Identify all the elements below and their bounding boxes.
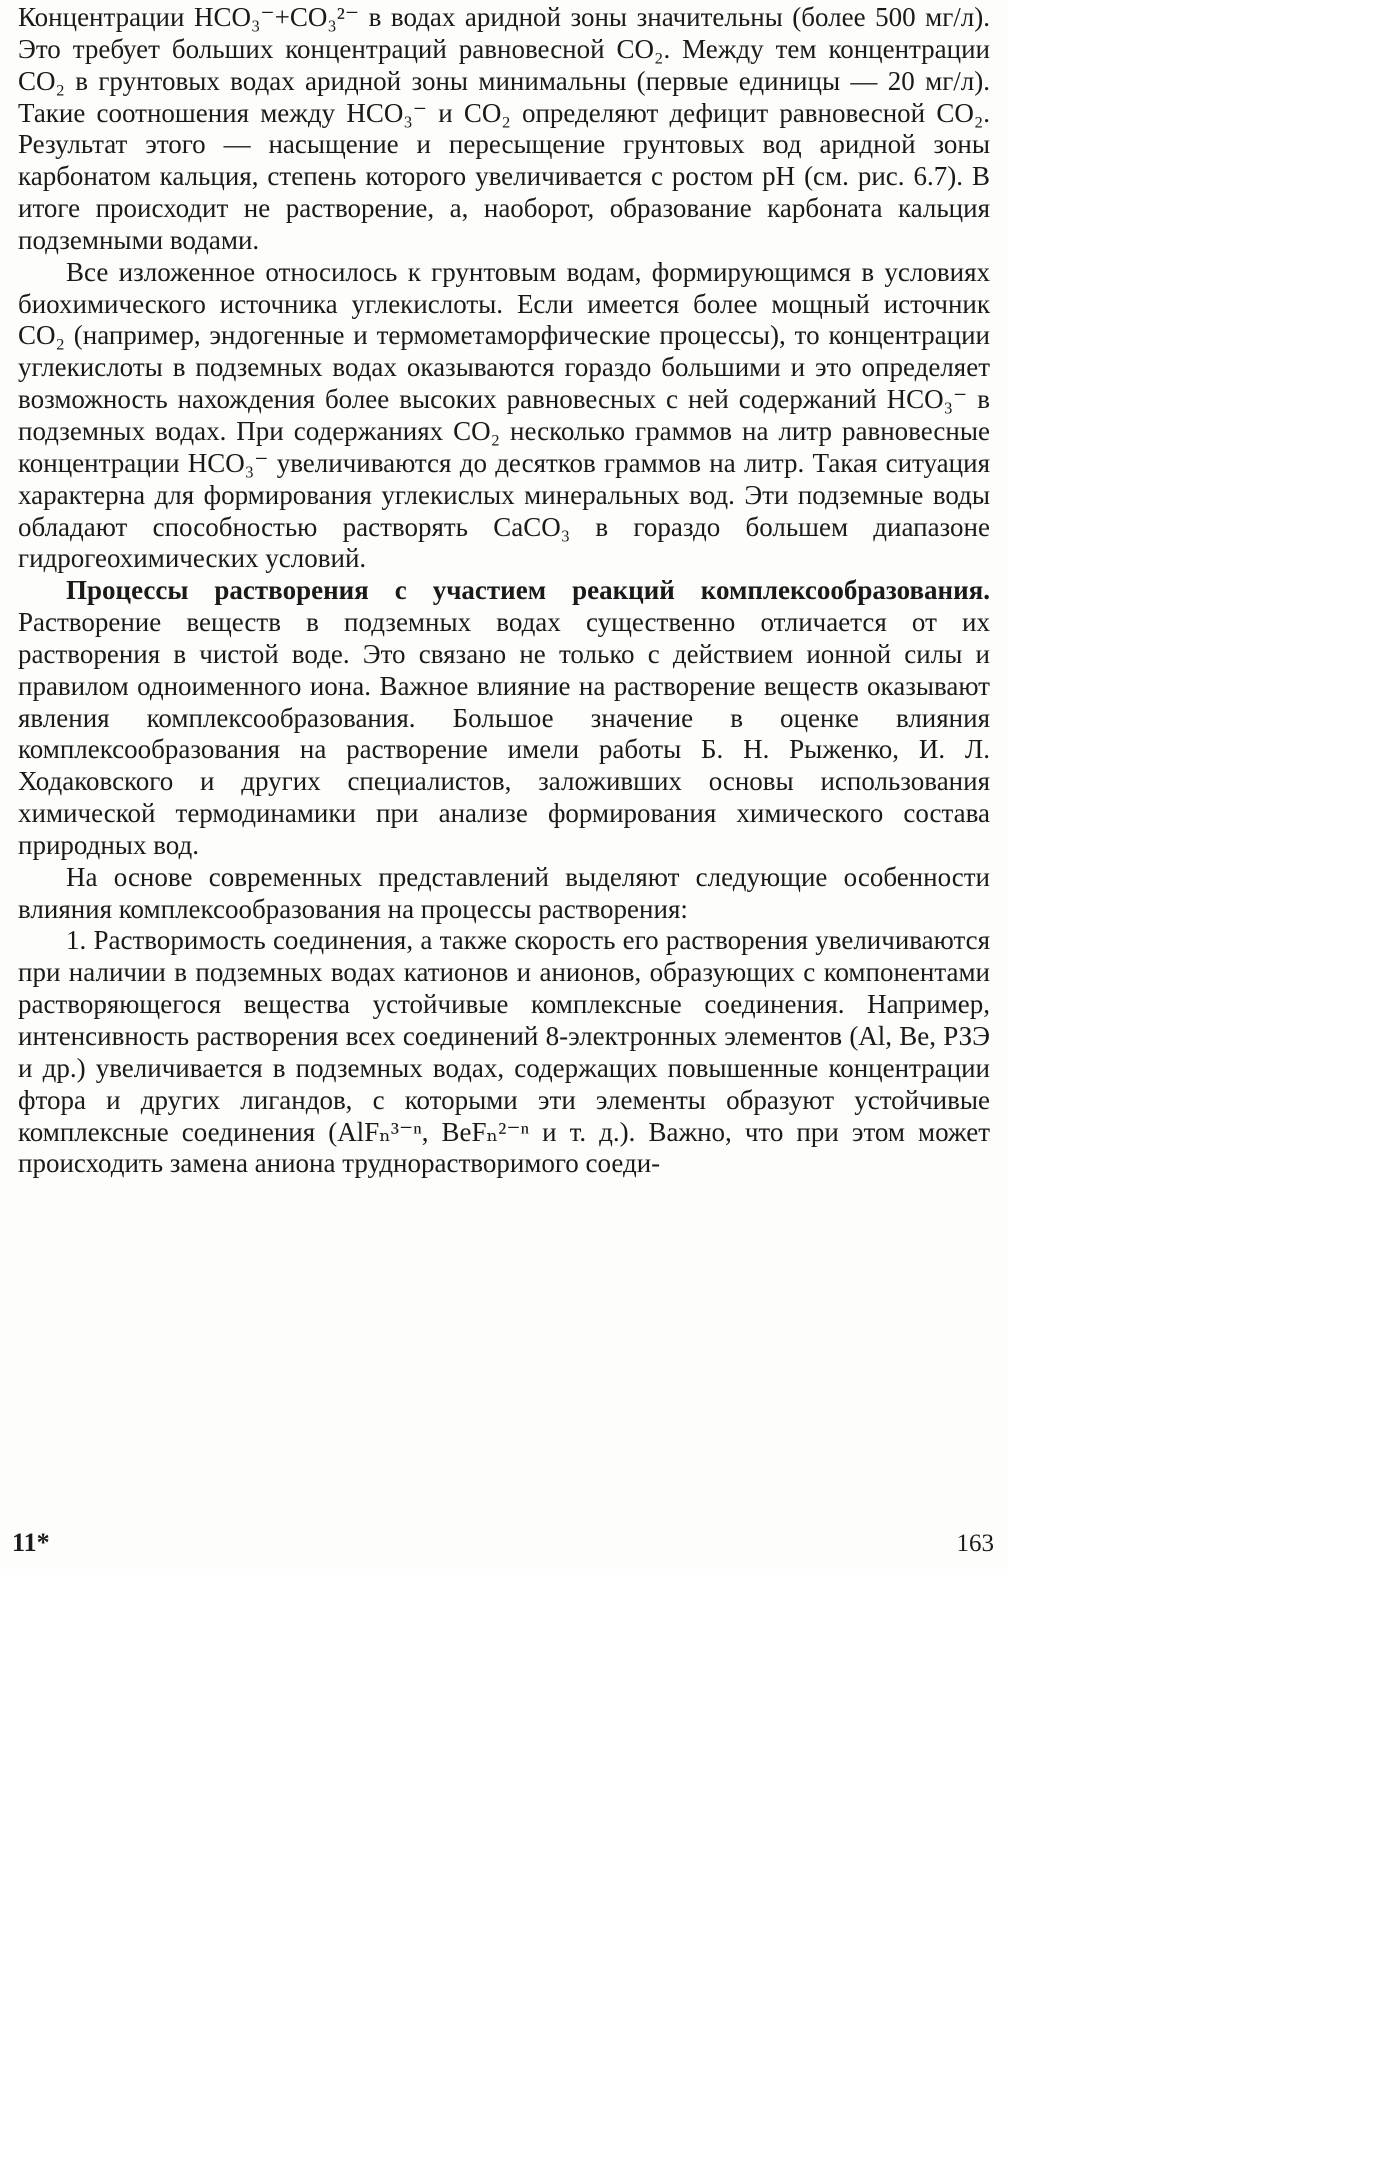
paragraph-aridic-zone: Концентрации HCO₃⁻+CO₃²⁻ в водах аридной зоны значительны (более 500 мг/л). Это требует больших концентраций равновесной CO₂. Между тем концентрации CO₂ в грунтовых водах аридной зоны минимальны (первые единицы — 20 мг/л). Такие соотношения между HCO₃⁻ и CO₂ определяют дефицит равновесной CO₂. Результат этого — насыщение и пересыщение грунтовых вод аридной зоны карбонатом кальция, степень которого увеличивается с ростом pH (см. рис. 6.7). В итоге происходит не растворение, а, наоборот, образование карбоната кальция подземными водами.: [18, 2, 990, 255]
paragraph-complexation: [18, 575, 990, 862]
page-number: 163: [956, 1530, 994, 1557]
printer-signature: 11*: [12, 1528, 50, 1557]
paragraph-feature-1: 1. Растворимость соединения, а также скорость его растворения увеличиваются при наличии в подземных водах катионов и анионов, образующих с компонентами растворяющегося вещества устойчивые комплексные соединения. Например, интенсивность растворения всех соединений 8-электронных элементов (Al, Be, РЗЭ и др.) увеличивается в подземных водах, содержащих повышенные концентрации фтора и других лигандов, с которыми эти элементы образуют устойчивые комплексные соединения (AlFₙ³⁻ⁿ, BeFₙ²⁻ⁿ и т. д.). Важно, что при этом может происходить замена аниона труднорастворимого соеди-: [18, 925, 990, 1179]
section-heading: Процессы растворения с участием реакций комплексообразования.: [66, 575, 990, 606]
paragraph-complexation-text: Растворение веществ в подземных водах существенно отличается от их растворения в чистой воде. Это связано не только с действием ионной силы и правилом одноименного иона. Важное влияние на растворение веществ оказывают явления комплексообразования. Большое значение в оценке влияния комплексообразования на растворение имели работы Б. Н. Рыженко, И. Л. Ходаковского и других специалистов, заложивших основы использования химической термодинамики при анализе формирования химического состава природных вод.: [18, 607, 990, 860]
page-body: [18, 2, 990, 1180]
paragraph-co2-source: Все изложенное относилось к грунтовым водам, формирующимся в условиях биохимического источника углекислоты. Если имеется более мощный источник CO₂ (например, эндогенные и термометаморфические процессы), то концентрации углекислоты в подземных водах оказываются гораздо большими и это определяет возможность нахождения более высоких равновесных с ней содержаний HCO₃⁻ в подземных водах. При содержаниях CO₂ несколько граммов на литр равновесные концентрации HCO₃⁻ увеличиваются до десятков граммов на литр. Такая ситуация характерна для формирования углекислых минеральных вод. Эти подземные воды обладают способностью растворять CaCO₃ в гораздо большем диапазоне гидрогеохимических условий.: [18, 256, 990, 574]
paragraph-features-intro: На основе современных представлений выделяют следующие особенности влияния комплексообразования на процессы растворения:: [18, 861, 990, 924]
